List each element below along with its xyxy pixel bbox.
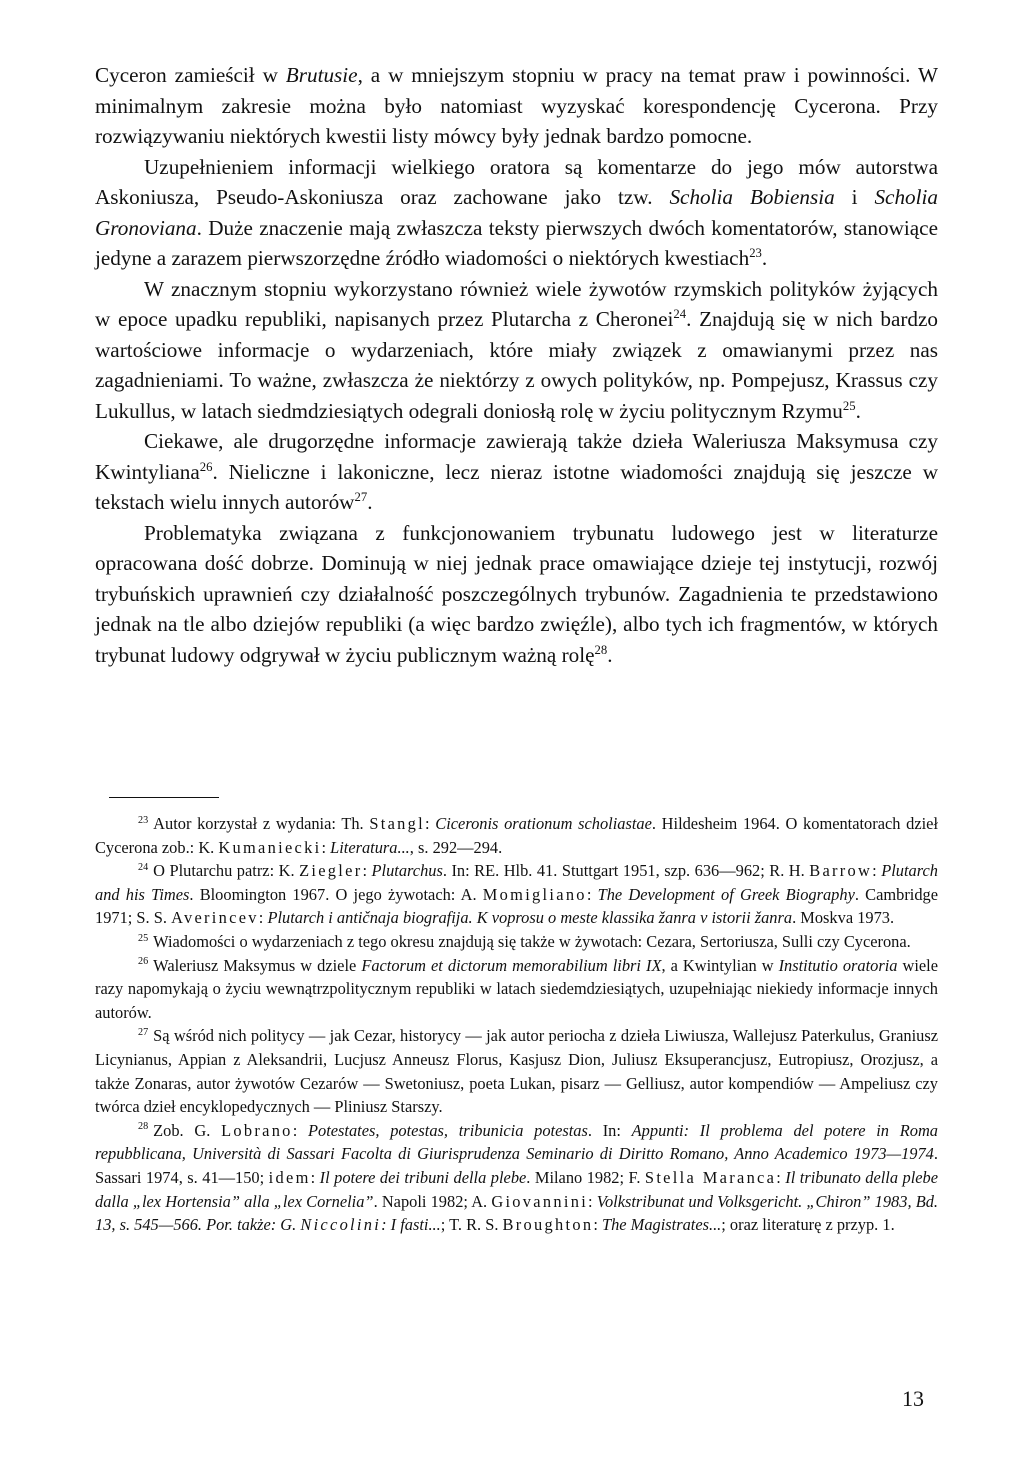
footnote-25: $^{25}$ Wiadomości o wydarzeniach z tego okresu znajdują się także w żywotach: Cezara, Sertoriusza, Sulli czy Cycerona. [138, 931, 911, 951]
footnote-separator [109, 797, 219, 798]
footnote-23: $^{23}$ Autor korzystał z wydania: Th. Stangl: Ciceronis orationum scholiastae. Hildesheim 1964. O komentatorach dzieł Cycerona zob.: K. Kumaniecki: Literatura..., s. 292—294. [95, 814, 938, 857]
paragraph: Ciekawe, ale drugorzędne informacje zawierają także dzieła Waleriusza Maksymusa czy Kwintyliana$^{26}$. Nieliczne i lakoniczne, lecz nieraz istotne wiadomości znajdują się jeszcze w tekstach wielu innych autorów$^{27}$. [95, 429, 938, 514]
paragraph: W znacznym stopniu wykorzystano również wiele żywotów rzymskich polityków żyjących w epoce upadku republiki, napisanych przez Plutarcha z Cheronei$^{24}$. Znajdują się w nich bardzo wartościowe informacje o wydarzeniach, które miały związek z omawianymi przez nas zagadnieniami. To ważne, zwłaszcza że niektórzy z owych polityków, np. Pompejusz, Krassus czy Lukullus, w latach siedmdziesiątych odegrali doniosłą rolę w życiu politycznym Rzymu$^{25}$. [95, 276, 938, 423]
page-number: 13 [902, 1386, 924, 1411]
footnote-24: $^{24}$ O Plutarchu patrz: K. Ziegler: Plutarchus. In: RE. Hlb. 41. Stuttgart 1951, szp. 636—962; R. H. Barrow: Plutarch and his Times. Bloomington 1967. O jego żywotach: A. Momigliano: The Development of Greek Biography. Cambridge 1971; S. S. Averincev: Plutarch i antičnaja biografija. K voprosu o meste klassika žanra v istorii žanra. Moskva 1973. [95, 861, 938, 928]
footnote-28: $^{28}$ Zob. G. Lobrano: Potestates, potestas, tribunicia potestas. In: Appunti: Il problema del potere in Roma repubblicana, Università di Sassari Facolta di Giurisprudenza Seminario di Diritto Romano, Anno Academico 1973—1974. Sassari 1974, s. 41—150; idem: Il potere dei tribuni della plebe. Milano 1982; F. Stella Maranca: Il tribunato della plebe dalla „lex Hortensia” alla „lex Cornelia”. Napoli 1982; A. Giovannini: Volkstribunat und Volksgericht. „Chiron” 1983, Bd. 13, s. 545—566. Por. także: G. Niccolini: I fasti...; T. R. S. Broughton: The Magistrates...; oraz literaturę z przyp. 1. [95, 1120, 939, 1235]
paragraph: Problematyka związana z funkcjonowaniem trybunatu ludowego jest w literaturze opracowana dość dobrze. Dominują w niej jednak prace omawiające dzieje tej instytucji, rozwój trybuńskich uprawnień czy działalność poszczególnych trybunów. Zagadnienia te przedstawiono jednak na tle albo dziejów republiki (a więc bardzo zwięźle), albo tych ich fragmentów, w których trybunat ludowy odgrywał w życiu publicznym ważną rolę$^{28}$. [95, 520, 938, 667]
footnote-26: $^{26}$ Waleriusz Maksymus w dziele Factorum et dictorum memorabilium libri IX, a Kwintylian w Institutio oratoria wiele razy napomykają o życiu wewnątrzpolitycznym republiki w latach siedemdziesiątych, uzupełniając niekiedy informacje innych autorów. [95, 955, 938, 1022]
footnotes [95, 812, 938, 1237]
paragraph: Cyceron zamieścił w Brutusie, a w mniejszym stopniu w pracy na temat praw i powinności. W minimalnym zakresie można było natomiast wyzyskać korespondencję Cycerona. Przy rozwiązywaniu niektórych kwestii listy mówcy były jednak bardzo pomocne. [95, 63, 938, 148]
body-text [95, 60, 938, 670]
paragraph: Uzupełnieniem informacji wielkiego oratora są komentarze do jego mów autorstwa Askoniusza, Pseudo-Askoniusza oraz zachowane jako tzw. Scholia Bobiensia i Scholia Gronoviana. Duże znaczenie mają zwłaszcza teksty pierwszych dwóch komentatorów, stanowiące jedyne a zarazem pierwszorzędne źródło wiadomości o niektórych kwestiach$^{23}$. [95, 154, 939, 270]
footnote-27: $^{27}$ Są wśród nich politycy — jak Cezar, historycy — jak autor periocha z dzieła Liwiusza, Wallejusz Paterkulus, Graniusz Licynianus, Appian z Aleksandrii, Lucjusz Anneusz Florus, Kasjusz Dion, Juliusz Eksuperancjusz, Eutropiusz, Orozjusz, a także Zonaras, autor żywotów Cezarów — Swetoniusz, poeta Lukan, pisarz — Gelliusz, autor kompendiów — Ampeliusz czy twórca dzieł encyklopedycznych — Pliniusz Starszy. [95, 1026, 938, 1117]
